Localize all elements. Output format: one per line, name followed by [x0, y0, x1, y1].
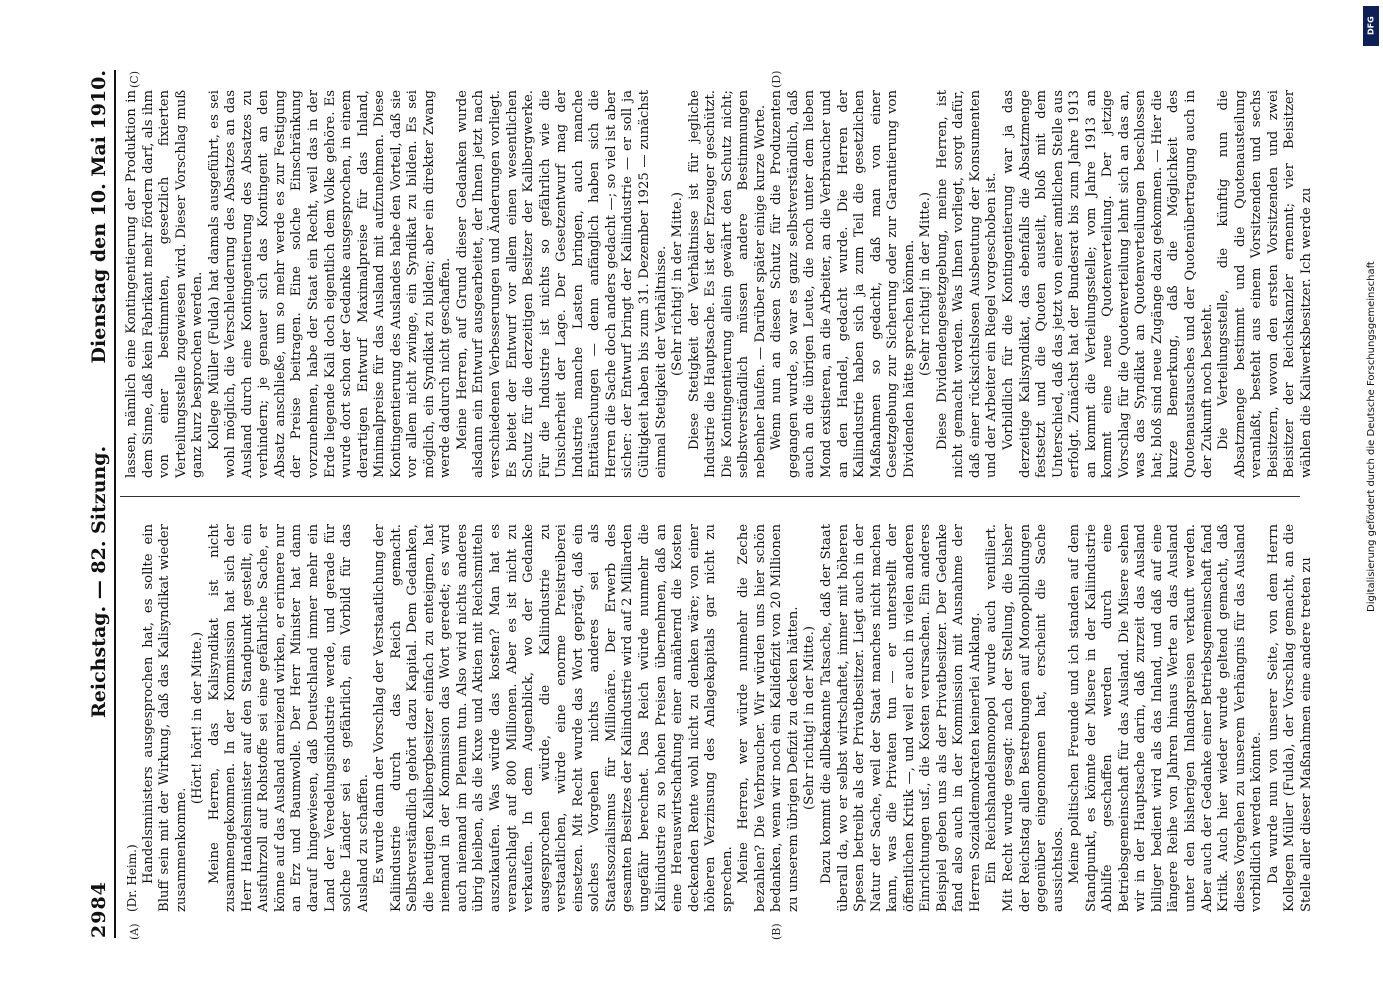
speaker-label: (Dr. Heim.) — [125, 844, 139, 912]
left-column — [124, 524, 1314, 912]
digitization-note: Digitalisierung gefördert durch die Deutsche Forschungsgemeinschaft — [1366, 261, 1377, 612]
paragraph: Handelsministers ausgesprochen hat, es sollte ein Bluff sein mit der Wirkung, daß das Kalisyndikat wieder zusammenkomme. — [140, 524, 189, 912]
paragraph: Die Verteilungsstelle, die künftig nun die Absatzmenge bestimmt und die Quotenausteilung veranlaßt, besteht aus einem Vorsitzenden und sechs Beisitzern, wovon den ersten Vorsitzenden und zwei Beisitzer der Reichskanzler ernennt; vier Beisitzer wählen die Kaliwerksbesitzer. Ich werde zu — [1216, 90, 1314, 478]
session-title: Reichstag. — 82. Sitzung. — [88, 445, 110, 718]
page-header — [84, 70, 116, 938]
interjection: (Sehr richtig! in der Mitte.) — [670, 192, 686, 376]
margin-mark-c: (C) — [128, 71, 141, 88]
margin-mark-b: (B) — [770, 923, 783, 940]
page-number: 2984 — [88, 881, 110, 938]
paragraph: Wenn nun an diesen Schutz für die Produzenten gegangen wurde, so war es ganz selbstverständlich, daß auch an die übrigen Leute, die noch unter dem lieben Mond existieren, an die Arbeiter, an die Verbraucher und an den Handel, gedacht wurde. Die Herren der Kaliindustrie haben sich ja zum Teil die gesetzlichen Maßnahmen so gedacht, daß man von einer Gesetzgebung zur Sicherung oder zur Garantierung von Dividenden hätte sprechen können. — [769, 90, 917, 478]
interjection: (Sehr richtig! in der Mitte.) — [802, 626, 818, 810]
interjection: (Hört! hört! in der Mitte.) — [190, 631, 206, 805]
column-divider — [120, 496, 1300, 497]
right-column — [124, 90, 1314, 478]
paragraph: Meine Herren, das Kalisyndikat ist nicht zusammengekommen. In der Kommission hat sich der Herr Handelsminister auf den Standpunkt gestellt, ein Ausfuhrzoll auf Rohstoffe sei eine gefährliche Sache, er könne auf das Ausland anreizend wirken, er erinnere nur an Erz und Baumwolle. Der Herr Minister hat dann darauf hingewiesen, daß Deutschland immer mehr ein Land der Veredelungsindustrie werde, und gerade für solche Länder sei es gefährlich, ein Vorbild für das Ausland zu schaffen. — [206, 524, 371, 912]
session-date: Dienstag den 10. Mai 1910. — [88, 70, 110, 364]
margin-mark-d: (D) — [770, 70, 783, 88]
interjection: (Sehr richtig! in der Mitte.) — [918, 192, 934, 376]
paragraph: lassen, nämlich eine Kontingentierung der Produktion in dem Sinne, daß kein Fabrikant mehr fördern darf, als ihm von einer bestimmten, gesetzlich fixierten Verteilungsstelle zugewiesen wird. Dieser Vorschlag muß ganz kurz besprochen werden. — [124, 90, 206, 478]
paragraph: Diese Dividendengesetzgebung, meine Herren, ist nicht gemacht worden. Was Ihnen vorliegt, sorgt dafür, daß einer rücksichtslosen Ausbeutung der Konsumenten und der Arbeiter ein Riegel vorgeschoben ist. — [934, 90, 1000, 478]
paragraph: Meine Herren, wer würde nunmehr die Zeche bezahlen? Die Verbraucher. Wir würden uns hier schön bedanken, wenn wir noch ein Kalidefizit von 20 Millionen zu unserem übrigen Defizit zu decken hätten. — [736, 524, 801, 912]
paragraph: Dazu kommt die allbekannte Tatsache, daß der Staat überall da, wo er selbst wirtschaftet, immer mit höheren Spesen betreibt als der Privatbesitzer. Liegt auch in der Natur der Sache, weil der Staat manches nicht machen kann, was die Privaten tun — er unterstellt der öffentlichen Kritik —, und weil er auch in vielen anderen Einrichtungen usf., die Kosten verursachen. Ein anderes Beispiel geben uns als der Privatbesitzer. Der Gedanke fand also auch in der Kommission mit Ausnahme der Herren Sozialdemokraten keinerlei Anklang. — [818, 524, 983, 912]
paragraph: Meine politischen Freunde und ich standen auf dem Standpunkt, es könnte der Misere in der Kaliindustrie Abhilfe geschaffen werden durch eine Betriebsgemeinschaft für das Ausland. Die Misere sehen wir in der Hauptsache darin, daß zurzeit das Ausland billiger bedient wird als das Inland, und daß auf eine längere Reihe von Jahren hinaus Werte an das Ausland unter den bisherigen Inlandspreisen verkauft werden. Aber auch der Gedanke einer Betriebsgemeinschaft fand Kritik. Auch hier wieder wurde geltend gemacht, daß dieses Vorgehen zu unserem Verhängnis für das Ausland vorbildlich werden könnte. — [1067, 524, 1265, 912]
paragraph: Es wurde dann der Vorschlag der Verstaatlichung der Kaliindustrie durch das Reich gemacht. Selbstverständlich gehört dazu Kapital. Dem Gedanken, die heutigen Kalibergbesitzer einfach zu enteignen, hat niemand in der Kommission das Wort geredet; es wird auch niemand im Plenum tun. Also wird nichts anderes übrig bleiben, als die Kuxe und Aktien mit Reichsmitteln auszukaufen. Was würde das kosten? Man hat es veranschlagt auf 800 Millionen. Aber es ist nicht zu verkaufen. In dem Augenblick, wo der Gedanke ausgesprochen würde, die Kaliindustrie zu verstaatlichen, würde eine enorme Preistreiberei einsetzen. Mit Recht wurde das Wort geprägt, daß ein solches Vorgehen nichts anderes sei als Staatssozialismus für Millionäre. Der Erwerb des gesamten Besitzes der Kaliindustrie wird auf 2 Milliarden ungefähr berechnet. Das Reich würde nunmehr die Kaliindustrie zu so hohen Preisen übernehmen, daß an eine Herauswirtschaftung einer annähernd die Kosten deckenden Rente wohl nicht zu denken wäre; von einer höheren Verzinsung des Anlagekapitals gar nicht zu sprechen. — [372, 524, 735, 912]
paragraph: Vorbildlich für die Kontingentierung war ja das derzeitige Kalisyndikat, das ebenfalls die Absatzmenge festsetzt und die Quoten austeilt, bloß mit dem Unterschied, daß das jetzt von einer amtlichen Stelle aus erfolgt. Zunächst hat der Bundesrat bis zum Jahre 1913 an kommt die Verteilungsstelle; vom Jahre 1913 an kommt eine neue Quotenverteilung. Der jetzige Vorschlag für die Quotenverteilung lehnt sich an das an, was das Syndikat an Quotenverteilungen beschlossen hat; bloß sind neue Zugänge dazu gekommen. — Hier die kurze Bemerkung, daß die Möglichkeit des Quotenaustausches und der Quotenübertragung auch in der Zukunft noch besteht. — [1000, 90, 1215, 478]
margin-mark-a: (A) — [128, 923, 141, 940]
paragraph: Diese Stetigkeit der Verhältnisse ist für jegliche Industrie die Hauptsache. Es ist der Erzeuger geschützt. Die Kontingentierung allein gewährt den Schutz nicht; selbstverständlich müssen andere Bestimmungen nebenher laufen. — Darüber später einige kurze Worte. — [686, 90, 768, 478]
paragraph: Meine Herren, auf Grund dieser Gedanken wurde alsdann ein Entwurf ausgearbeitet, der Ihnen jetzt nach verschiedenen Verbesserungen und Änderungen vorliegt. Es bietet der Entwurf vor allem einen wesentlichen Schutz für die derzeitigen Besitzer der Kalibergwerke. Für die Industrie ist nichts so gefährlich wie die Unsicherheit der Lage. Der Gesetzentwurf mag der Industrie manche Lasten bringen, auch manche Enttäuschungen — denn anfänglich haben sich die Herren die Sache doch anders gedacht —; so viel ist aber sicher: der Entwurf bringt der Kaliindustrie — er soll ja Gültigkeit haben bis zum 31. Dezember 1925 — zunächst einmal Stetigkeit der Verhältnisse. — [454, 90, 669, 478]
paragraph: Da wurde nun von unserer Seite, von dem Herrn Kollegen Müller (Fulda), der Vorschlag gemacht, an die Stelle aller dieser Maßnahmen eine andere treten zu — [1265, 524, 1314, 912]
paragraph: Ein Reichshandelsmonopol wurde auch ventiliert. Mit Recht wurde gesagt: nach der Stellung, die bisher der Reichstag allen Bestrebungen auf Monopolbildungen gegenüber eingenommen hat, erscheint die Sache aussichtslos. — [984, 524, 1066, 912]
paragraph: Kollege Müller (Fulda) hat damals ausgeführt, es sei wohl möglich, die Verschleuderung des Absatzes an das Ausland durch eine Kontingentierung des Absatzes zu verhindern; je genauer sich das Kontingent an den Absatz anschließe, um so mehr werde es zur Festigung der Preise beitragen. Eine solche Einschränkung vorzunehmen, habe der Staat ein Recht, weil das in der Erde liegende Kali doch eigentlich dem Volke gehöre. Es wurde dort schon der Gedanke ausgesprochen, in einem derartigen Entwurf Maximalpreise für das Inland, Minimalpreise für das Ausland mit aufzunehmen. Diese Kontingentierung des Auslandes habe den Vorteil, daß sie vor allem nicht zwinge, ein Syndikat zu bilden. Es sei möglich, ein Syndikat zu bilden; aber ein direkter Zwang werde dadurch nicht geschaffen. — [206, 90, 454, 478]
dfg-logo: DFG — [1363, 6, 1379, 46]
